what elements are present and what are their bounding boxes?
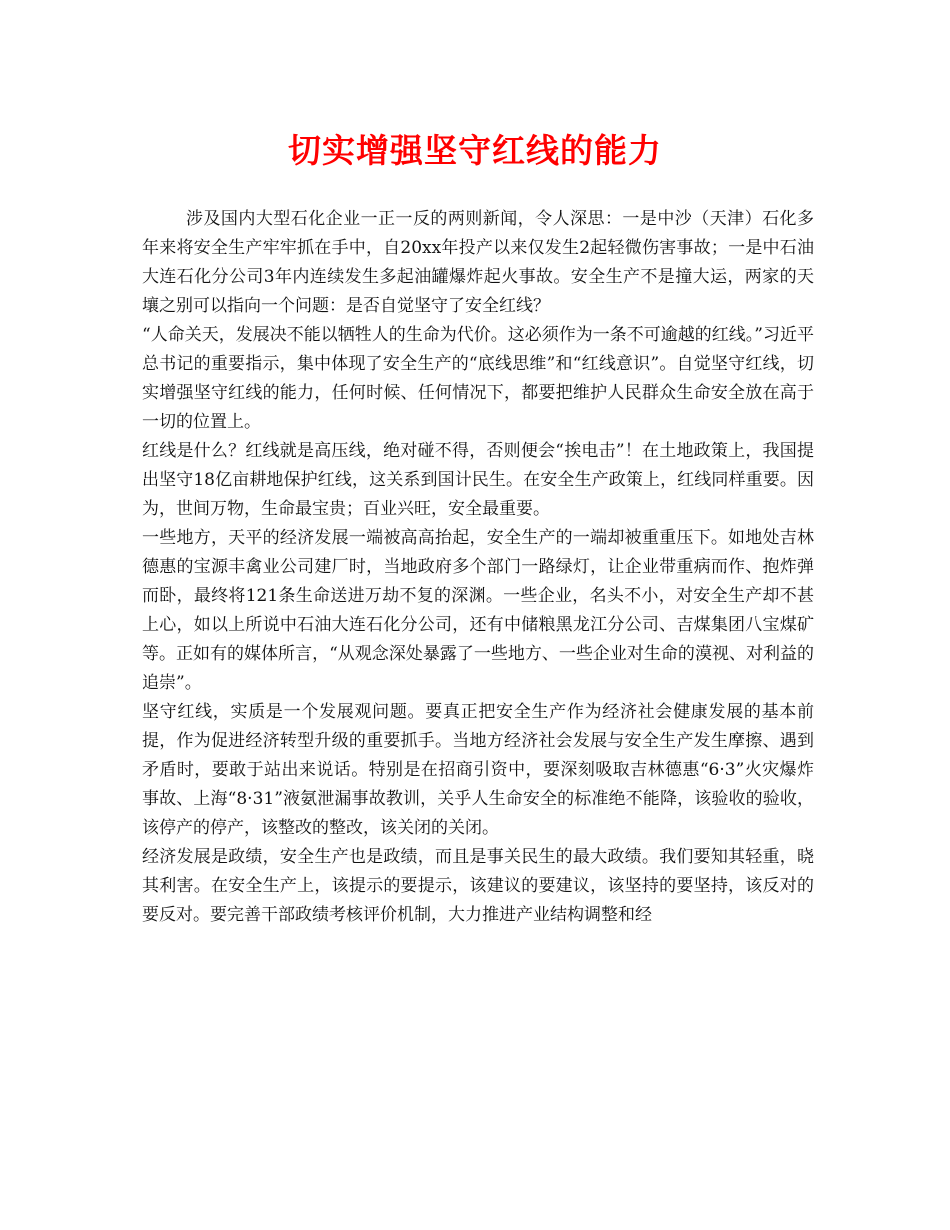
paragraph: 坚守红线，实质是一个发展观问题。要真正把安全生产作为经济社会健康发展的基本前提，作为促进经济转型升级的重要抓手。当地方经济社会发展与安全生产发生摩擦、遇到矛盾时，要敢于站出来说话。特别是在招商引资中，要深刻吸取吉林德惠“6·3”火灾爆炸事故、上海“8·31”液氨泄漏事故教训，关乎人生命安全的标准绝不能降，该验收的验收，该停产的停产，该整改的整改，该关闭的关闭。 — [142, 702, 814, 838]
paragraph: 红线是什么？红线就是高压线，绝对碰不得，否则便会“挨电击”！在土地政策上，我国提出坚守18亿亩耕地保护红线，这关系到国计民生。在安全生产政策上，红线同样重要。因为，世间万物，生命最宝贵；百业兴旺，安全最重要。 — [142, 441, 814, 519]
paragraph: “人命关天，发展决不能以牺牲人的生命为代价。这必须作为一条不可逾越的红线。”习近平总书记的重要指示，集中体现了安全生产的“底线思维”和“红线意识”。自觉坚守红线，切实增强坚守红线的能力，任何时候、任何情况下，都要把维护人民群众生命安全放在高于一切的位置上。 — [142, 325, 814, 432]
paragraph: 经济发展是政绩，安全生产也是政绩，而且是事关民生的最大政绩。我们要知其轻重，晓其利害。在安全生产上，该提示的要提示，该建议的要建议，该坚持的要坚持，该反对的要反对。要完善干部政绩考核评价机制，大力推进产业结构调整和经 — [142, 847, 814, 925]
document-title: 切实增强坚守红线的能力 — [288, 131, 662, 170]
document-body — [142, 205, 814, 930]
paragraph: 涉及国内大型石化企业一正一反的两则新闻，令人深思：一是中沙（天津）石化多年来将安全生产牢牢抓在手中，自20xx年投产以来仅发生2起轻微伤害事故；一是中石油大连石化分公司3年内连续发生多起油罐爆炸起火事故。安全生产不是撞大运，两家的天壤之别可以指向一个问题：是否自觉坚守了安全红线？ — [142, 209, 814, 316]
paragraph: 一些地方，天平的经济发展一端被高高抬起，安全生产的一端却被重重压下。如地处吉林德惠的宝源丰禽业公司建厂时，当地政府多个部门一路绿灯，让企业带重病而作、抱炸弹而卧，最终将121条生命送进万劫不复的深渊。一些企业，名头不小，对安全生产却不甚上心，如以上所说中石油大连石化分公司，还有中储粮黑龙江分公司、吉煤集团八宝煤矿等。正如有的媒体所言，“从观念深处暴露了一些地方、一些企业对生命的漠视、对利益的追崇”。 — [142, 528, 814, 693]
